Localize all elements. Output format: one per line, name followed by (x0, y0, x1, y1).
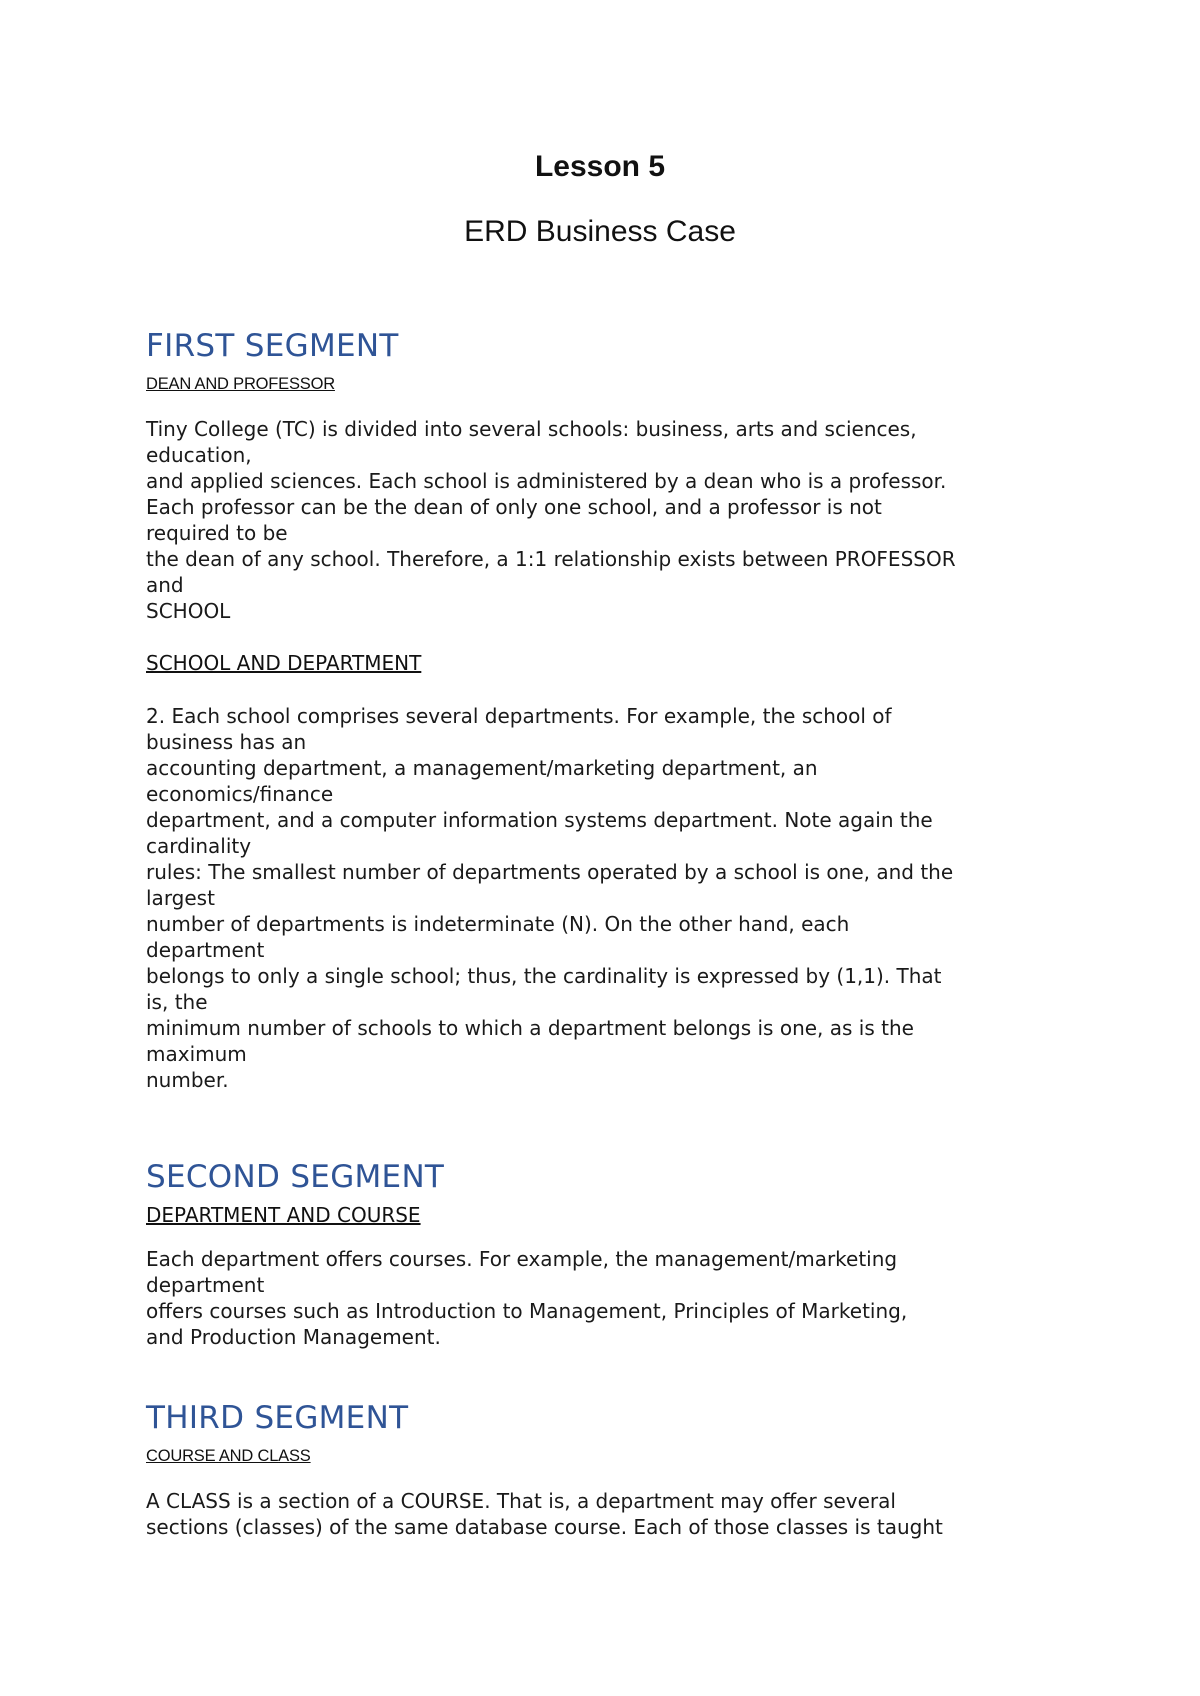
paragraph-line: minimum number of schools to which a department belongs is one, as is the (146, 1016, 914, 1040)
first-segment-heading: FIRST SEGMENT (146, 328, 399, 364)
paragraph-line: SCHOOL (146, 599, 231, 623)
third-segment-heading: THIRD SEGMENT (146, 1400, 409, 1436)
first-segment-subheading-dean-professor: DEAN AND PROFESSOR (146, 375, 335, 393)
third-segment-paragraph (146, 1488, 1076, 1540)
paragraph-line: is, the (146, 990, 208, 1014)
paragraph-line: department (146, 938, 265, 962)
paragraph-line: 2. Each school comprises several departments. For example, the school of (146, 704, 892, 728)
paragraph-line: Each professor can be the dean of only one school, and a professor is not (146, 495, 882, 519)
paragraph-line: business has an (146, 730, 307, 754)
paragraph-line: education, (146, 443, 252, 467)
document-title: Lesson 5 (534, 150, 666, 183)
paragraph-line: required to be (146, 521, 288, 545)
paragraph-line: cardinality (146, 834, 252, 858)
paragraph-line: sections (classes) of the same database course. Each of those classes is taught (146, 1515, 943, 1539)
second-segment-heading: SECOND SEGMENT (146, 1159, 445, 1195)
third-segment-subheading: COURSE AND CLASS (146, 1447, 311, 1465)
first-segment-subheading-school-department: SCHOOL AND DEPARTMENT (146, 651, 422, 675)
paragraph-line: maximum (146, 1042, 247, 1066)
paragraph-line: accounting department, a management/marketing department, an (146, 756, 818, 780)
second-segment-subheading: DEPARTMENT AND COURSE (146, 1203, 421, 1227)
paragraph-line: largest (146, 886, 215, 910)
paragraph-line: economics/finance (146, 782, 334, 806)
first-segment-paragraph-1 (146, 416, 1076, 624)
first-segment-paragraph-2 (146, 703, 1076, 1093)
paragraph-line: the dean of any school. Therefore, a 1:1 relationship exists between PROFESSOR (146, 547, 956, 571)
second-segment-paragraph (146, 1246, 1076, 1350)
paragraph-line: department, and a computer information systems department. Note again the (146, 808, 933, 832)
paragraph-line: A CLASS is a section of a COURSE. That is, a department may offer several (146, 1489, 896, 1513)
paragraph-line: belongs to only a single school; thus, the cardinality is expressed by (1,1). That (146, 964, 942, 988)
paragraph-line: number. (146, 1068, 229, 1092)
paragraph-line: number of departments is indeterminate (N). On the other hand, each (146, 912, 850, 936)
paragraph-line: Tiny College (TC) is divided into several schools: business, arts and sciences, (146, 417, 917, 441)
paragraph-line: offers courses such as Introduction to Management, Principles of Marketing, (146, 1299, 908, 1323)
paragraph-line: Each department offers courses. For example, the management/marketing (146, 1247, 898, 1271)
paragraph-line: and Production Management. (146, 1325, 441, 1349)
document-subtitle: ERD Business Case (464, 215, 736, 248)
paragraph-line: rules: The smallest number of departments operated by a school is one, and the (146, 860, 954, 884)
paragraph-line: and (146, 573, 184, 597)
paragraph-line: department (146, 1273, 265, 1297)
paragraph-line: and applied sciences. Each school is administered by a dean who is a professor. (146, 469, 947, 493)
